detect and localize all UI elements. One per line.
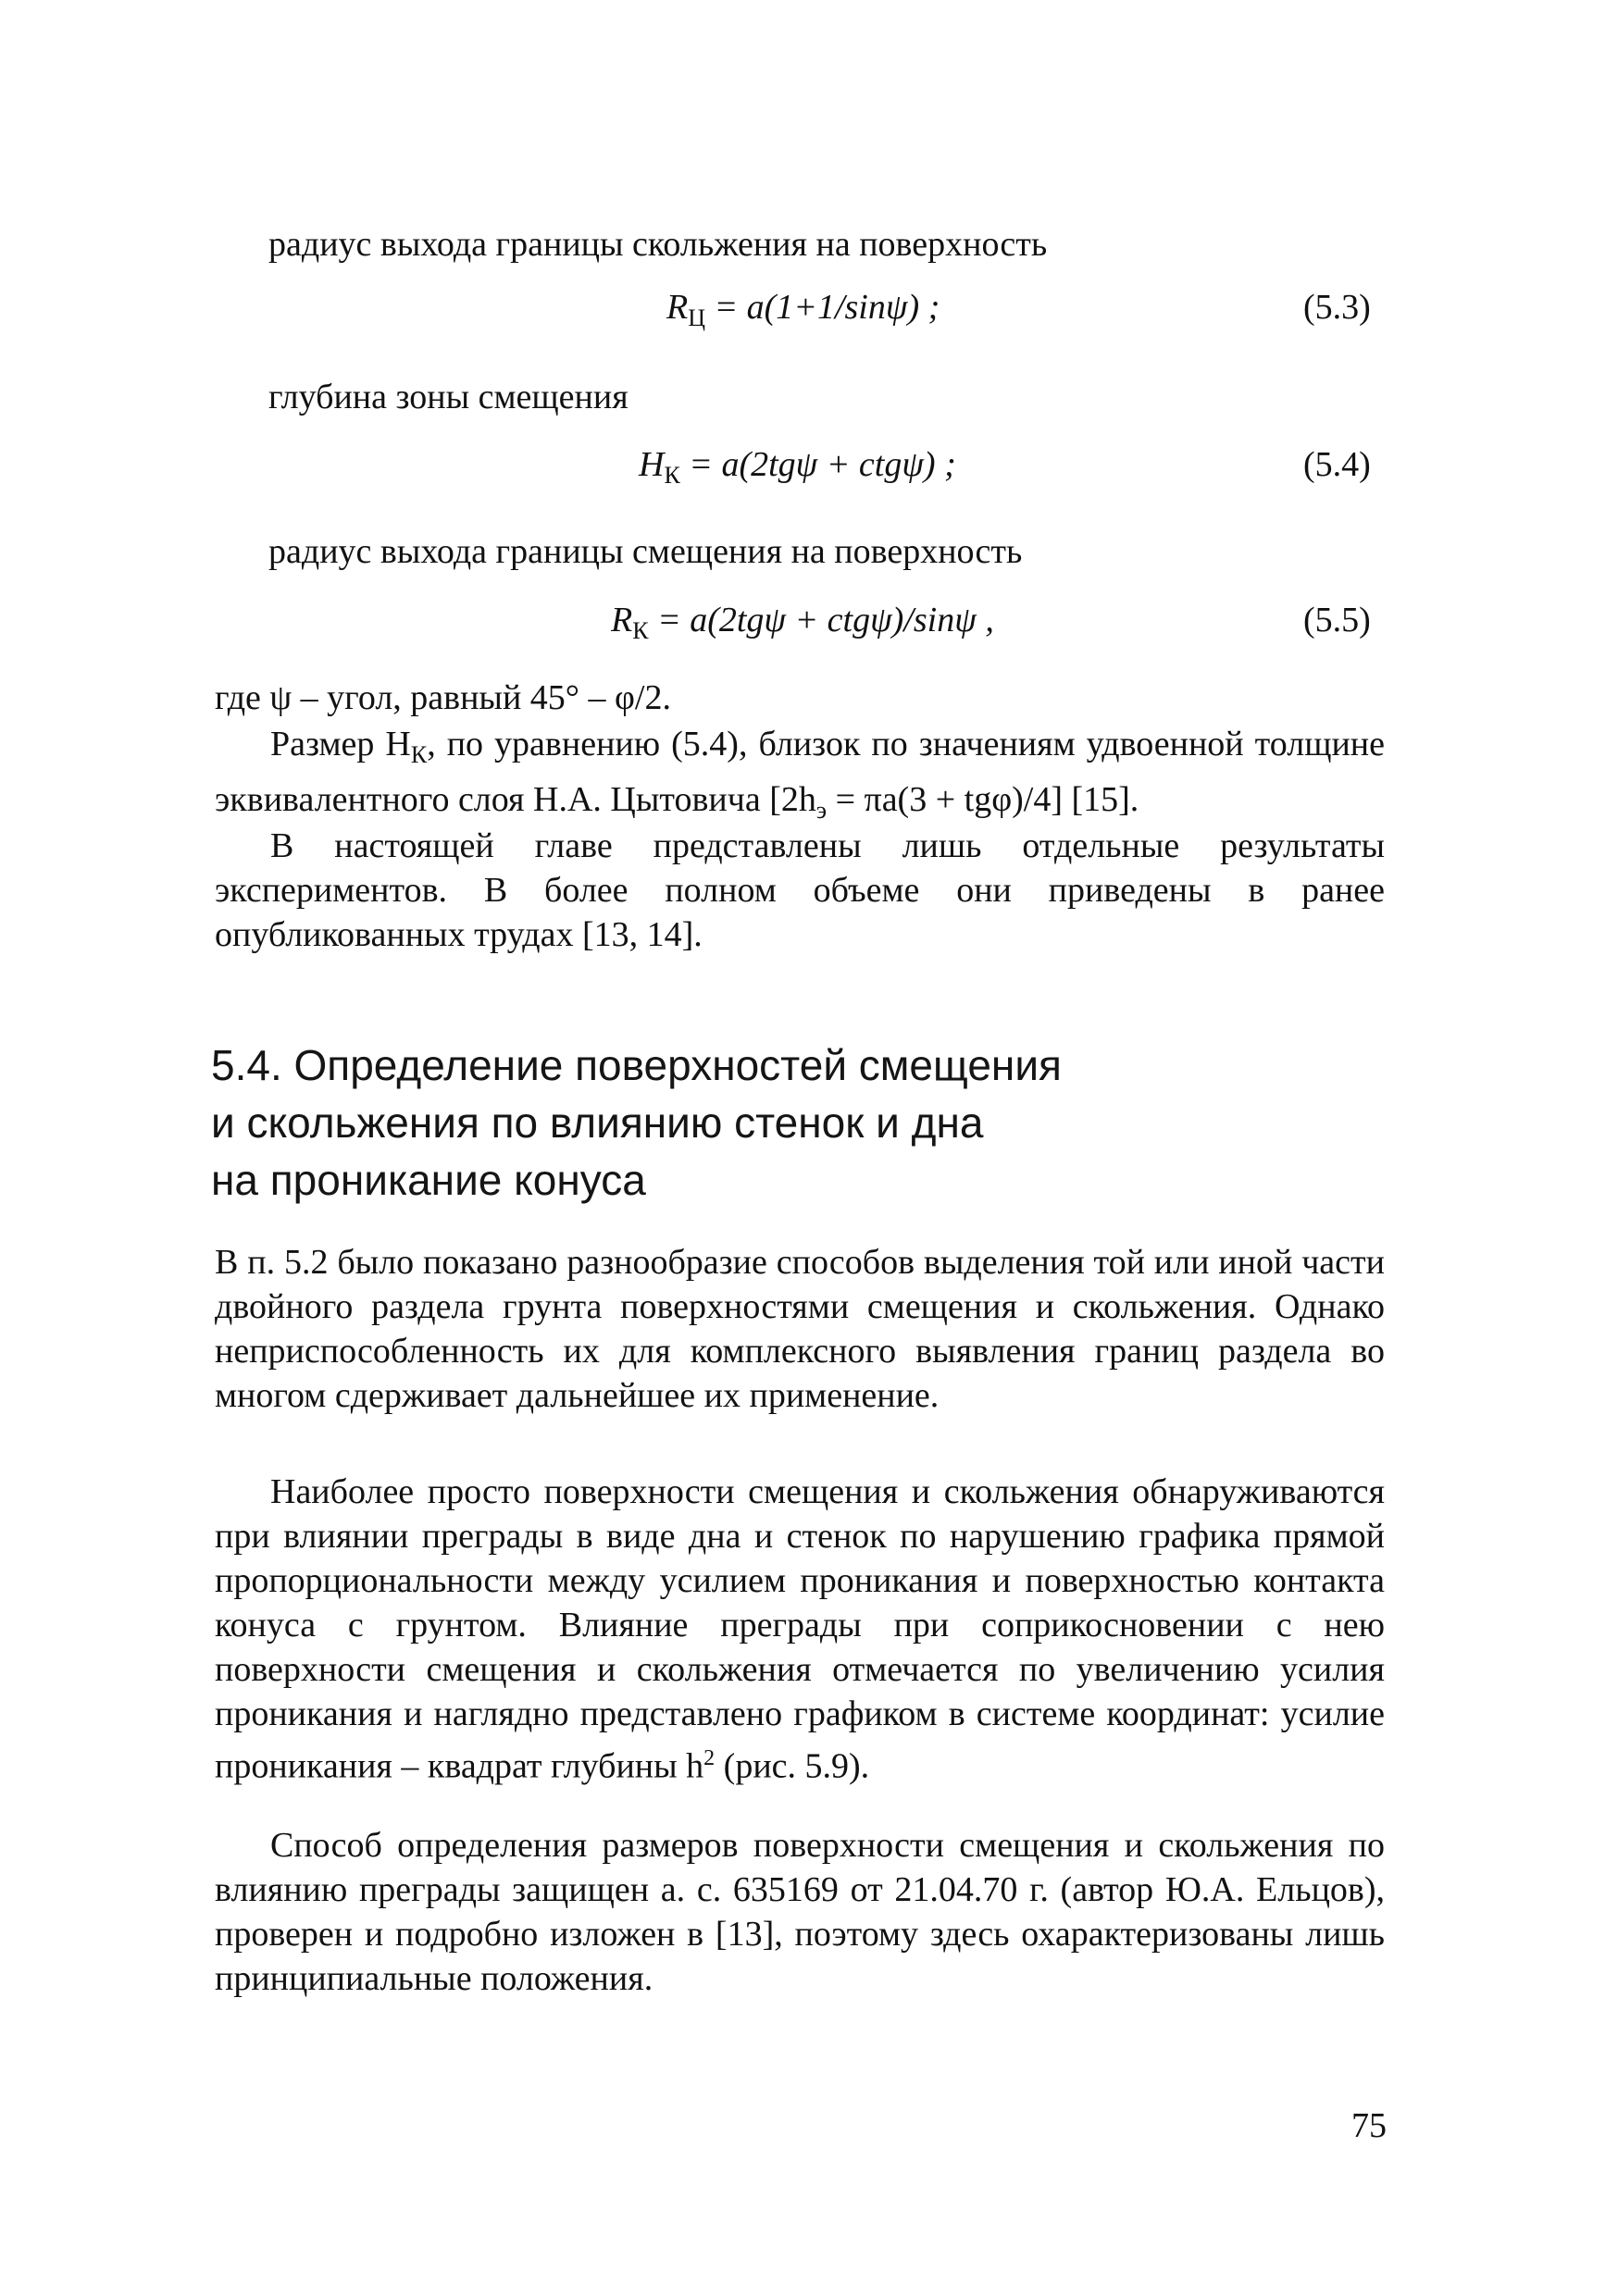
paragraph-method: Наиболее просто поверхности смещения и скольжения обнаруживаются при влиянии преграды в виде дна и стенок по нарушению графика прямой пропорциональности между усилием проникания и поверхностью контакта конуса с грунтом. Влияние преграды при соприкосновении с нею поверхности смещения и скольжения отмечается по увеличению усилия проникания и наглядно представлено графиком в системе координат: усилие проникания – квадрат глубины $h^2$ (рис. 5.9). [215,1472,1385,1786]
paragraph-results: В настоящей главе представлены лишь отдельные результаты экспериментов. В более полном объеме они приведены в ранее опубликованных трудах [13, 14]. [215,826,1385,954]
paragraph-intro: В п. 5.2 было показано разнообразие способов выделения той или иной части двойного раздела грунта поверхностями смещения и скольжения. Однако неприспособленность их для комплексного выявления границ раздела во многом сдерживает дальнейшее их применение. [215,1243,1385,1415]
text-line-depth: глубина зоны смещения [268,378,629,416]
page-number: 75 [1351,2106,1387,2145]
heading-line-3: на проникание конуса [211,1156,646,1204]
text-line-where-psi: где ψ – угол, равный 45° – φ/2. [215,678,671,717]
text-line-shift-radius: радиус выхода границы смещения на поверхность [268,532,1023,571]
heading-line-2: и скольжения по влиянию стенок и дна [211,1098,984,1147]
formula-5-4: $H_К = a(2tg\psi + ctg\psi)$ ; [639,445,956,489]
equation-number-5-5: (5.5) [1303,601,1371,639]
heading-line-1: 5.4. Определение поверхностей смещения [211,1041,1062,1089]
paragraph-patent: Способ определения размеров поверхности смещения и скольжения по влиянию преграды защищен а. с. 635169 от 21.04.70 г. (автор Ю.А. Ельцов), проверен и подробно изложен в [13], поэтому здесь охарактеризованы лишь принципиальные положения. [215,1826,1385,1998]
equation-number-5-4: (5.4) [1303,445,1371,484]
equation-number-5-3: (5.3) [1303,288,1371,327]
paragraph-hk-size: Размер $H_К$, по уравнению (5.4), близок по значениям удвоенной толщине эквивалентного слоя Н.А. Цытовича $[2h_э = \pi a(3 + tg\varphi)/4]$ [15]. [215,725,1385,824]
formula-5-5: $R_К = a(2tg\psi + ctg\psi)/\sin\psi$ , [611,601,994,644]
text-line-slip-radius: радиус выхода границы скольжения на поверхность [268,225,1048,264]
formula-5-3: $R_Ц = a(1+1/\sin\psi)$ ; [666,288,940,331]
section-heading [211,1036,1414,1209]
